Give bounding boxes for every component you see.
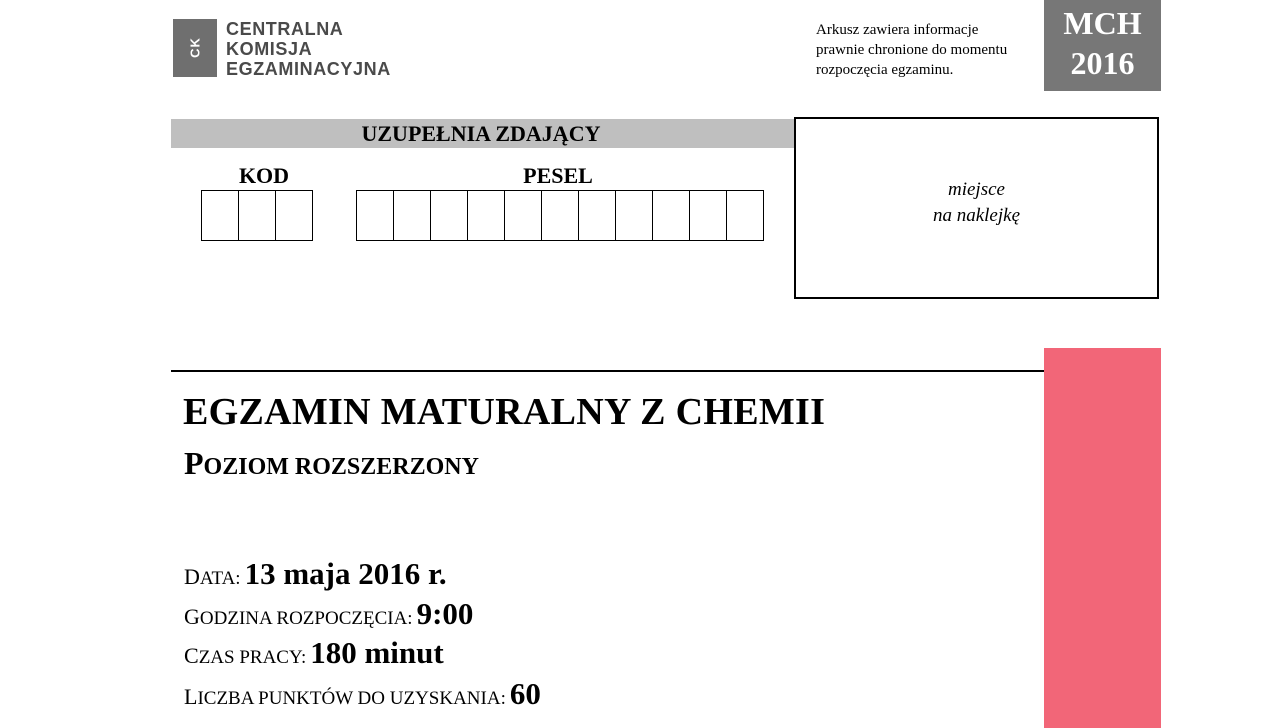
info-points xyxy=(184,676,541,712)
exam-code: MCH xyxy=(1063,5,1142,41)
notice-line-3: rozpoczęcia egzaminu. xyxy=(816,62,954,78)
exam-code-box xyxy=(1044,0,1161,91)
logo-mark-icon xyxy=(173,19,217,77)
pesel-digit-box[interactable] xyxy=(615,190,652,241)
pesel-digit-box[interactable] xyxy=(467,190,504,241)
kod-digit-box[interactable] xyxy=(238,190,275,241)
date-label: DATA: xyxy=(184,564,241,589)
horizontal-rule xyxy=(171,370,1045,372)
pesel-digit-box[interactable] xyxy=(578,190,615,241)
kod-input-boxes[interactable] xyxy=(201,190,313,241)
logo-mark-text: CK xyxy=(187,37,203,58)
sticker-line-2: na naklejkę xyxy=(932,205,1021,226)
info-start-time xyxy=(184,596,473,632)
pesel-input-boxes[interactable] xyxy=(356,190,764,241)
info-date xyxy=(184,556,447,592)
pesel-digit-box[interactable] xyxy=(652,190,689,241)
start-label: GODZINA ROZPOCZĘCIA: xyxy=(184,604,413,629)
pesel-digit-box[interactable] xyxy=(393,190,430,241)
duration-label: CZAS PRACY: xyxy=(184,643,307,668)
duration-value: 180 minut xyxy=(310,635,444,670)
sticker-line-1: miejsce xyxy=(948,179,1005,200)
kod-digit-box[interactable] xyxy=(275,190,313,241)
notice-line-2: prawnie chronione do momentu xyxy=(816,42,1008,58)
start-value: 9:00 xyxy=(416,596,474,631)
info-duration xyxy=(184,635,444,671)
kod-digit-box[interactable] xyxy=(201,190,238,241)
pesel-label: PESEL xyxy=(523,163,593,188)
date-value: 13 maja 2016 r. xyxy=(244,556,447,591)
cke-logo xyxy=(173,19,413,79)
exam-title: EGZAMIN MATURALNY Z CHEMII xyxy=(183,391,826,433)
points-label: LICZBA PUNKTÓW DO UZYSKANIA: xyxy=(184,684,506,709)
sticker-text xyxy=(796,177,1157,229)
pesel-digit-box[interactable] xyxy=(726,190,764,241)
logo-line-1: CENTRALNA xyxy=(226,19,344,39)
notice-line-1: Arkusz zawiera informacje xyxy=(816,22,979,38)
kod-label: KOD xyxy=(238,163,290,188)
exam-year: 2016 xyxy=(1070,45,1135,81)
exam-level-initial: P xyxy=(184,445,204,481)
points-value: 60 xyxy=(509,676,541,711)
confidentiality-notice xyxy=(816,20,1041,80)
exam-level xyxy=(184,446,479,484)
candidate-fill-label: UZUPEŁNIA ZDAJĄCY xyxy=(361,121,601,146)
level-color-stripe xyxy=(1044,348,1161,728)
pesel-digit-box[interactable] xyxy=(430,190,467,241)
pesel-digit-box[interactable] xyxy=(356,190,393,241)
exam-level-rest: OZIOM ROZSZERZONY xyxy=(203,454,479,480)
pesel-digit-box[interactable] xyxy=(689,190,726,241)
pesel-digit-box[interactable] xyxy=(504,190,541,241)
logo-line-3: EGZAMINACYJNA xyxy=(226,59,391,79)
pesel-digit-box[interactable] xyxy=(541,190,578,241)
logo-line-2: KOMISJA xyxy=(226,39,313,59)
